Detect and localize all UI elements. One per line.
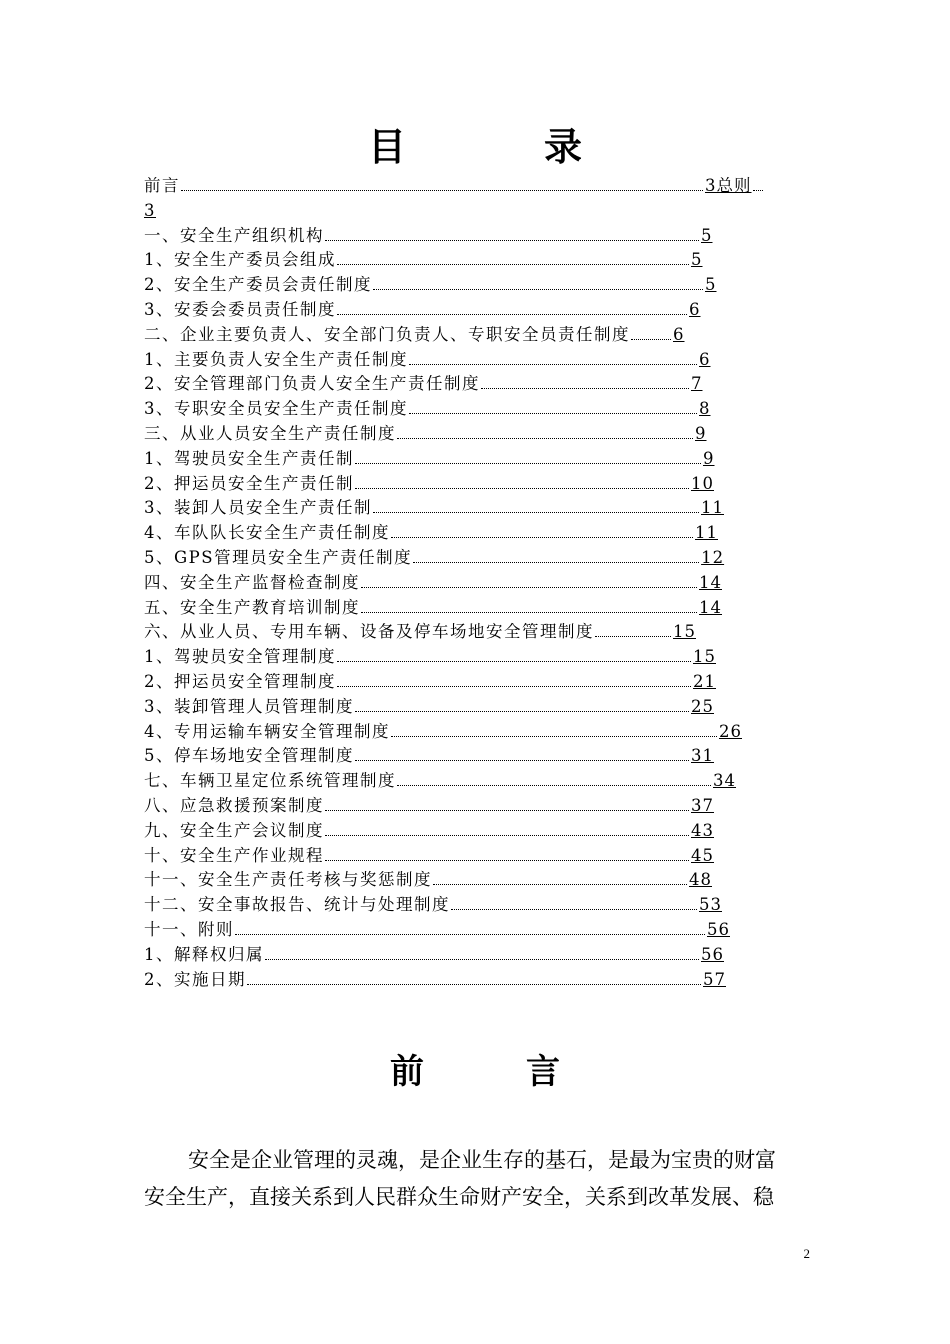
toc-entry-page: 45 (691, 845, 714, 865)
toc-entry[interactable] (144, 447, 784, 472)
toc-title: 目 录 (367, 124, 632, 169)
toc-leader (397, 769, 711, 786)
toc-entry-label: 2、实施日期 (144, 969, 246, 989)
toc-entry-page: 11 (695, 523, 718, 543)
toc-entry[interactable] (144, 819, 784, 844)
toc-entry[interactable] (144, 670, 784, 695)
toc-entry[interactable] (144, 422, 784, 447)
toc-leader (337, 670, 691, 687)
preface-paragraph-line: 安全生产，直接关系到人民群众生命财产安全，关系到改革发展、稳 (144, 1185, 774, 1209)
toc-entry-label: 七、车辆卫星定位系统管理制度 (144, 771, 396, 791)
toc-entry[interactable] (144, 893, 784, 918)
toc-entry-label: 2、安全管理部门负责人安全生产责任制度 (144, 374, 480, 394)
toc-entry-page: 6 (689, 299, 701, 319)
toc-entry-label: 4、专用运输车辆安全管理制度 (144, 721, 390, 741)
toc-entry[interactable] (144, 769, 784, 794)
toc-entry[interactable] (144, 273, 784, 298)
toc-leader (325, 794, 689, 811)
toc-entry-label: 1、解释权归属 (144, 944, 264, 964)
toc-entry-label: 前言 (144, 176, 180, 195)
toc-entry-page: 56 (707, 919, 730, 939)
toc-entry[interactable] (144, 918, 784, 943)
toc-entry-page: 14 (699, 597, 722, 617)
toc-leader (391, 521, 693, 538)
toc-entry-page: 9 (695, 423, 707, 443)
toc-leader (391, 720, 717, 737)
toc-entry-page: 3 (705, 176, 717, 195)
toc-leader (355, 472, 689, 489)
toc-leader (235, 918, 705, 935)
toc-leader (355, 447, 701, 464)
toc-leader (337, 298, 687, 315)
toc-leader (373, 496, 699, 513)
toc-leader (325, 224, 699, 241)
toc-entry[interactable] (144, 397, 784, 422)
toc-entry-label: 3 (144, 200, 156, 220)
toc-entry[interactable] (144, 645, 784, 670)
toc-leader (595, 620, 671, 637)
toc-entry-page: 14 (699, 572, 722, 592)
toc-entry[interactable] (144, 348, 784, 373)
toc-entry[interactable] (144, 496, 784, 521)
toc-entry[interactable] (144, 224, 784, 249)
toc-leader (361, 571, 697, 588)
toc-entry[interactable] (144, 472, 784, 497)
toc-leader (361, 596, 697, 613)
preface-paragraph-line: 安全是企业管理的灵魂，是企业生存的基石，是最为宝贵的财富 (188, 1148, 776, 1172)
toc-entry-label: 十一、安全生产责任考核与奖惩制度 (144, 870, 432, 890)
toc-leader (337, 645, 691, 662)
toc-entry-page: 15 (673, 622, 696, 642)
toc-leader (451, 893, 697, 910)
toc-leader (337, 248, 689, 265)
toc-leader (753, 174, 763, 191)
toc-entry-label: 十二、安全事故报告、统计与处理制度 (144, 895, 450, 915)
toc-entry-page: 37 (691, 795, 714, 815)
toc-leader (373, 273, 703, 290)
toc-entry-page: 53 (699, 895, 722, 915)
toc-entry[interactable] (144, 794, 784, 819)
toc-leader (355, 744, 689, 761)
toc-entry[interactable] (144, 720, 784, 745)
toc-leader (413, 546, 699, 563)
toc-entry[interactable] (144, 868, 784, 893)
toc-entry-tail: 总则 (716, 176, 752, 195)
toc-entry[interactable] (144, 943, 784, 968)
toc-entry[interactable] (144, 199, 784, 224)
toc-entry-label: 5、GPS管理员安全生产责任制度 (144, 547, 413, 567)
toc-entry-page: 21 (693, 671, 716, 691)
toc-entry[interactable] (144, 695, 784, 720)
toc-leader (631, 323, 671, 340)
toc-entry-label: 2、押运员安全生产责任制 (144, 473, 354, 493)
toc-entry[interactable] (144, 844, 784, 869)
toc-leader (265, 943, 699, 960)
toc-entry-label: 1、驾驶员安全生产责任制 (144, 448, 354, 468)
preface-body (144, 1142, 808, 1216)
toc-entry-page: 34 (713, 771, 736, 791)
toc-entry-label: 5、停车场地安全管理制度 (144, 746, 354, 766)
page-number: 2 (803, 1246, 810, 1261)
toc-leader (181, 174, 703, 191)
toc-entry-label: 1、主要负责人安全生产责任制度 (144, 349, 408, 369)
toc-entry-label: 3、装卸管理人员管理制度 (144, 696, 354, 716)
toc-entry-page: 5 (691, 250, 703, 270)
toc-entry[interactable] (144, 968, 784, 993)
toc-entry-label: 一、安全生产组织机构 (144, 225, 324, 245)
toc-entry-page: 10 (691, 473, 714, 493)
toc-entry-label: 三、从业人员安全生产责任制度 (144, 423, 396, 443)
toc-entry-label: 四、安全生产监督检查制度 (144, 572, 360, 592)
toc-entry-label: 九、安全生产会议制度 (144, 820, 324, 840)
toc-entry-page: 57 (703, 969, 726, 989)
toc-entry-label: 3、专职安全员安全生产责任制度 (144, 399, 408, 419)
toc-entry[interactable] (144, 298, 784, 323)
toc-leader (409, 397, 697, 414)
toc-leader (355, 695, 689, 712)
toc-entry-page: 12 (701, 547, 725, 567)
toc-leader (325, 844, 689, 861)
toc-leader (409, 348, 697, 365)
toc-entry-page: 9 (703, 448, 715, 468)
toc-entry[interactable] (144, 323, 784, 348)
toc-entry[interactable] (144, 571, 784, 596)
toc-entry-label: 2、押运员安全管理制度 (144, 671, 336, 691)
toc-entry-label: 十一、附则 (144, 919, 234, 939)
toc-entry[interactable] (144, 174, 784, 199)
toc-entry-label: 十、安全生产作业规程 (144, 845, 324, 865)
toc-entry-label: 2、安全生产委员会责任制度 (144, 275, 372, 295)
toc-entry-page: 8 (699, 399, 711, 419)
toc-entry-label: 3、装卸人员安全生产责任制 (144, 498, 372, 518)
toc-leader (397, 422, 693, 439)
toc-entry[interactable] (144, 248, 784, 273)
toc-entry-page: 11 (701, 498, 724, 518)
preface-title: 前 言 (390, 1052, 594, 1092)
toc-entry-page: 48 (689, 870, 712, 890)
toc-entry-page: 5 (705, 275, 717, 295)
toc-entry-page: 26 (719, 721, 742, 741)
toc-leader (325, 819, 689, 836)
toc-entry[interactable] (144, 521, 784, 546)
toc-entry[interactable] (144, 596, 784, 621)
toc-entry-page: 5 (701, 225, 713, 245)
toc-entry[interactable] (144, 744, 784, 769)
toc-leader (433, 868, 687, 885)
toc-entry-page: 6 (699, 349, 711, 369)
toc-entry-label: 八、应急救援预案制度 (144, 795, 324, 815)
toc-leader (481, 372, 689, 389)
toc-entry-page: 25 (691, 696, 714, 716)
toc-entry[interactable] (144, 546, 784, 571)
toc-entry-page: 15 (693, 647, 716, 667)
toc-entry-label: 五、安全生产教育培训制度 (144, 597, 360, 617)
toc-entry-label: 1、安全生产委员会组成 (144, 250, 336, 270)
toc-entry-label: 二、企业主要负责人、安全部门负责人、专职安全员责任制度 (144, 324, 630, 344)
toc-entry-label: 六、从业人员、专用车辆、设备及停车场地安全管理制度 (144, 622, 594, 642)
toc-entry[interactable] (144, 372, 784, 397)
toc-entry-page: 6 (673, 324, 685, 344)
toc-entry[interactable] (144, 620, 784, 645)
toc-entry-page: 43 (691, 820, 714, 840)
toc-entry-page: 7 (691, 374, 703, 394)
toc-entry-label: 4、车队队长安全生产责任制度 (144, 523, 390, 543)
table-of-contents (144, 174, 784, 992)
toc-leader (247, 968, 701, 985)
toc-entry-label: 3、安委会委员责任制度 (144, 299, 336, 319)
toc-entry-page: 31 (691, 746, 714, 766)
toc-entry-page: 56 (701, 944, 724, 964)
toc-entry-label: 1、驾驶员安全管理制度 (144, 647, 336, 667)
